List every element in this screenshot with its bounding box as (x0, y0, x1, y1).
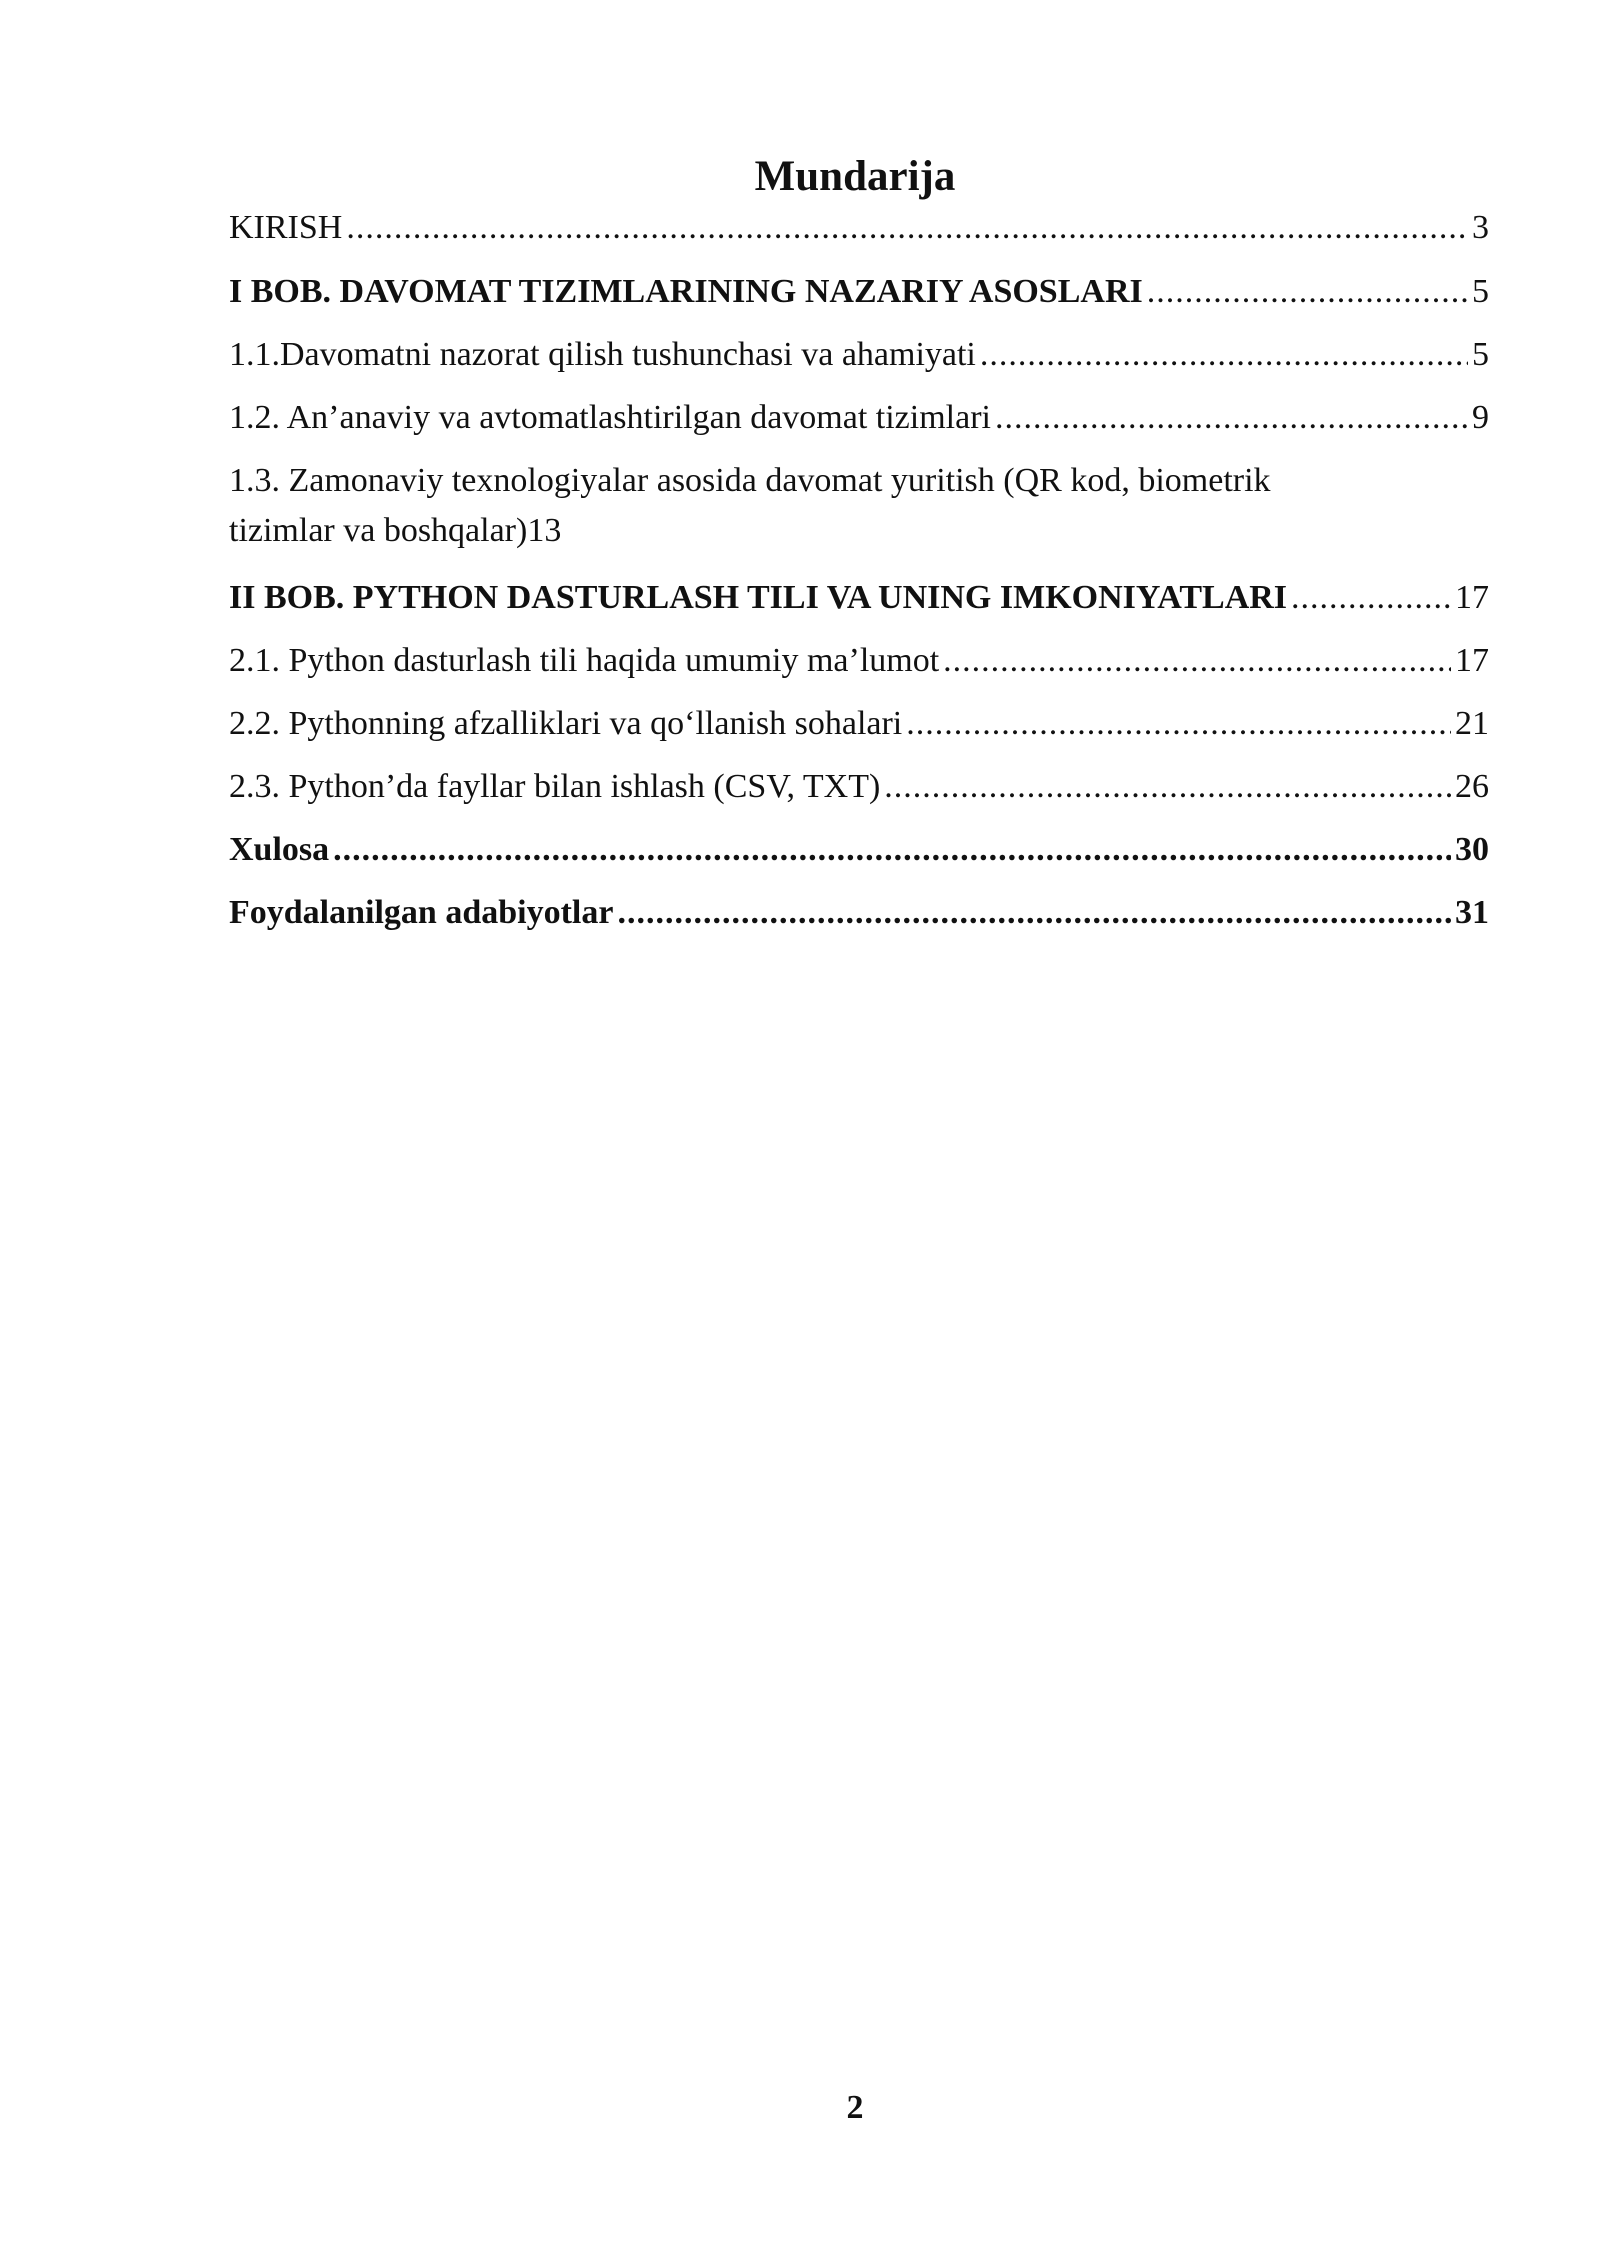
leader-dots (1147, 272, 1468, 312)
toc-entry-references[interactable] (229, 889, 1489, 933)
leader-dots (980, 335, 1468, 375)
toc-entry-chapter-1[interactable] (229, 268, 1489, 312)
toc-title: Mundarija (754, 153, 956, 200)
page-number: 2 (846, 2089, 864, 2126)
toc-entry-section-1-1[interactable] (229, 331, 1489, 375)
leader-dots (884, 767, 1451, 807)
toc-entry-label: Xulosa (229, 831, 330, 868)
toc-entry-section-1-2[interactable] (229, 394, 1489, 438)
toc-entry-page: 5 (1472, 273, 1489, 310)
toc-entry-label: 2.1. Python dasturlash tili haqida umumiy ma’lumot (229, 642, 940, 679)
toc-entry-label: II BOB. PYTHON DASTURLASH TILI VA UNING IMKONIYATLARI (229, 579, 1288, 616)
toc-entry-label-line1: 1.3. Zamonaviy texnologiyalar asosida davomat yuritish (QR kod, biometrik (229, 462, 1271, 499)
toc-entry-chapter-2[interactable] (229, 574, 1489, 618)
toc-entry-section-2-1[interactable] (229, 637, 1489, 681)
toc-entry-page: 9 (1472, 399, 1489, 436)
toc-entry-page: 26 (1455, 768, 1489, 805)
leader-dots (995, 398, 1468, 438)
leader-dots (346, 208, 1468, 248)
toc-entry-section-2-2[interactable] (229, 700, 1489, 744)
toc-entry-page: 17 (1455, 579, 1489, 616)
toc-entry-label: I BOB. DAVOMAT TIZIMLARINING NAZARIY ASOSLARI (229, 273, 1143, 310)
toc-entry-kirish[interactable] (229, 204, 1489, 248)
toc-entry-label-line2: tizimlar va boshqalar) (229, 512, 528, 549)
toc-entry-page: 17 (1455, 642, 1489, 679)
toc-entry-section-2-3[interactable] (229, 763, 1489, 807)
toc-entry-page: 3 (1472, 209, 1489, 246)
toc-entry-page: 31 (1455, 894, 1489, 931)
toc-entry-label: Foydalanilgan adabiyotlar (229, 894, 614, 931)
leader-dots (617, 893, 1451, 933)
toc-entry-page: 13 (527, 512, 562, 549)
toc-entry-page: 5 (1472, 336, 1489, 373)
toc-entry-label: KIRISH (229, 209, 343, 246)
toc-entry-page: 30 (1455, 831, 1489, 868)
toc-entry-label: 2.3. Python’da fayllar bilan ishlash (CSV, TXT) (229, 768, 881, 805)
toc-entry-page: 21 (1455, 705, 1489, 742)
toc-entry-line2 (229, 506, 1489, 556)
toc-entry-label: 1.2. An’anaviy va avtomatlashtirilgan davomat tizimlari (229, 399, 991, 436)
leader-dots (333, 830, 1451, 870)
toc-entry-label: 2.2. Pythonning afzalliklari va qo‘llanish sohalari (229, 705, 903, 742)
leader-dots (1291, 578, 1451, 618)
toc-entry-label: 1.1.Davomatni nazorat qilish tushunchasi va ahamiyati (229, 336, 976, 373)
toc-entry-section-1-3[interactable] (229, 456, 1489, 556)
toc-entry-xulosa[interactable] (229, 826, 1489, 870)
leader-dots (906, 704, 1451, 744)
leader-dots (943, 641, 1451, 681)
